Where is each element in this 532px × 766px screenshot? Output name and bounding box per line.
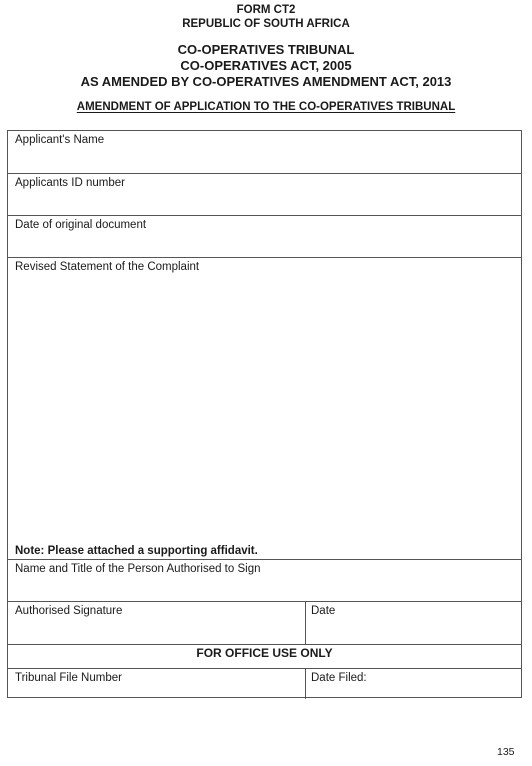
revised-statement-label: Revised Statement of the Complaint: [15, 261, 200, 273]
original-date-label: Date of original document: [15, 219, 147, 231]
authorised-person-field[interactable]: [8, 560, 521, 602]
form-id: FORM CT2: [236, 4, 296, 16]
revised-statement-field[interactable]: [8, 258, 521, 560]
original-date-field[interactable]: [8, 216, 521, 258]
authorised-signature-label: Authorised Signature: [15, 605, 123, 617]
applicant-name-label: Applicant's Name: [15, 134, 105, 146]
amendment-act: AS AMENDED BY CO-OPERATIVES AMENDMENT ACT, 2013: [80, 74, 452, 89]
form-title: AMENDMENT OF APPLICATION TO THE CO-OPERATIVES TRIBUNAL: [76, 101, 456, 113]
office-use-row: [8, 669, 521, 699]
office-use-header: [8, 645, 521, 669]
signature-date-row: [8, 602, 521, 645]
date-label: Date: [311, 605, 336, 617]
authorised-person-label: Name and Title of the Person Authorised to Sign: [15, 563, 261, 575]
application-form: [7, 130, 522, 698]
applicant-id-field[interactable]: [8, 174, 521, 216]
date-filed-label: Date Filed:: [311, 672, 367, 684]
column-divider: [305, 669, 306, 699]
column-divider: [305, 602, 306, 644]
country-name: REPUBLIC OF SOUTH AFRICA: [182, 18, 350, 30]
office-use-label: FOR OFFICE USE ONLY: [196, 646, 333, 660]
tribunal-name: CO-OPERATIVES TRIBUNAL: [177, 42, 355, 57]
affidavit-note: Note: Please attached a supporting affidavit.: [15, 545, 258, 557]
act-name: CO-OPERATIVES ACT, 2005: [180, 58, 352, 73]
tribunal-file-number-label: Tribunal File Number: [15, 672, 122, 684]
applicant-name-field[interactable]: [8, 131, 521, 174]
page-number: 135: [497, 746, 515, 758]
applicant-id-label: Applicants ID number: [15, 177, 125, 189]
